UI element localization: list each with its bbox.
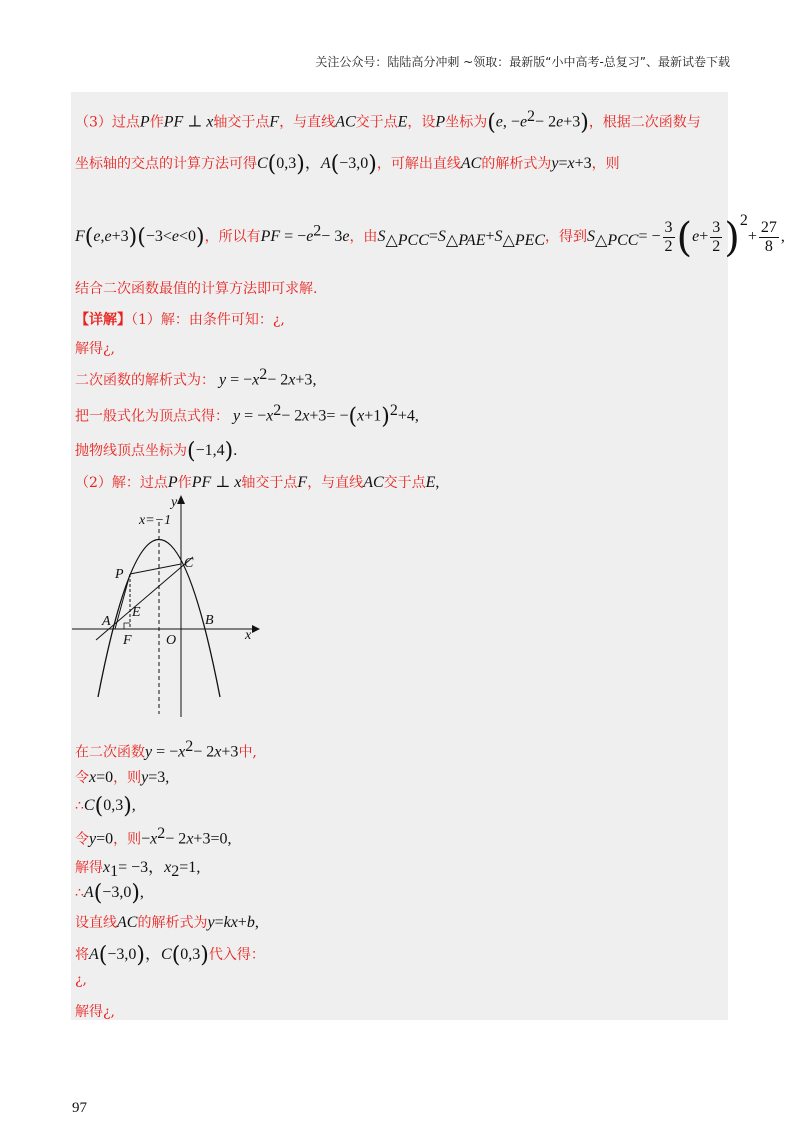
detail-line-12: ∴A(−3,0), (75, 881, 144, 906)
origin-label: O (166, 633, 177, 648)
detail-line-5: 抛物线顶点坐标为(−1,4). (75, 439, 238, 464)
segment-pa (115, 574, 130, 629)
detail-line-15: ¿, (75, 972, 87, 988)
page-number: 97 (72, 1100, 87, 1116)
analysis-line-2: 坐标轴的交点的计算方法可得C(0,3)，A(−3,0)，可解出直线AC的解析式为y=x+3，则 (75, 152, 620, 177)
detail-line-8: 令x=0，则y=3, (75, 769, 170, 786)
detail-line-1: 【详解】（1）解：由条件可知：¿, (75, 312, 285, 328)
detail-line-14: 将A(−3,0)，C(0,3)代入得： (75, 943, 265, 968)
point-p-label: P (115, 567, 124, 582)
page-header: 关注公众号：陆陆高分冲刺 ~领取：最新版“小中高考-总复习”、最新试卷下载 (315, 55, 730, 69)
point-b-label: B (205, 613, 214, 628)
segment-pc (130, 564, 181, 574)
analysis-line-3: F(e,e+3)(−3<e<0)，所以有PF = $-e^2- 3e$，由$S_{\triangle PCC}=S_{\triangle PAE}+S_{\triangle PEC}$，得到$S_{\triangle PCC}=$ − $\frac{3}{2}$ (e+ $\frac{3}{2}$ )$^2$+ $\frac{27}{8}$ , (75, 212, 785, 261)
detail-line-6: （2）解：过点P作PF ⊥ x轴交于点F，与直线AC交于点E, (75, 474, 440, 491)
parabola-figure (68, 492, 268, 722)
detail-line-10: 令y=0，则$-x^2- 2x+3=0$, (75, 825, 232, 848)
detail-line-2: 解得¿, (75, 341, 115, 357)
x-axis-label: x (245, 628, 252, 643)
right-angle-mark (124, 623, 130, 629)
x-axis-arrow (252, 625, 260, 633)
point-f-label: F (123, 633, 132, 648)
detail-line-11: 解得$x_1= -3$，$x_2=1$, (75, 859, 201, 880)
detail-line-16: 解得¿, (75, 1004, 115, 1020)
point-a-label: A (102, 614, 111, 629)
y-axis-arrow (177, 495, 185, 504)
y-axis-label: y (171, 495, 178, 510)
detail-line-4: 把一般式化为顶点式得： $y = -x^2- 2x+3= -(x+1)^2+4$, (75, 402, 419, 430)
detail-line-13: 设直线AC的解析式为y=kx+b, (75, 914, 259, 931)
point-e-label: E (132, 605, 141, 620)
parabola-curve (98, 540, 220, 698)
point-c-label: C (184, 556, 194, 571)
analysis-line-4: 结合二次函数最值的计算方法即可求解. (75, 281, 318, 297)
detail-line-9: ∴C(0,3), (75, 794, 136, 819)
analysis-line-1: （3）过点P作PF ⊥ x轴交于点F，与直线AC交于点E，设P坐标为(e, $-e^2- 2e+3$)，根据二次函数与 (75, 108, 701, 136)
symmetry-label: x=−1 (139, 513, 172, 528)
detail-line-7: 在二次函数$y = -x^2- 2x+3$中, (75, 738, 257, 761)
detail-line-3: 二次函数的解析式为： $y = -x^2- 2x+3$, (75, 366, 317, 389)
